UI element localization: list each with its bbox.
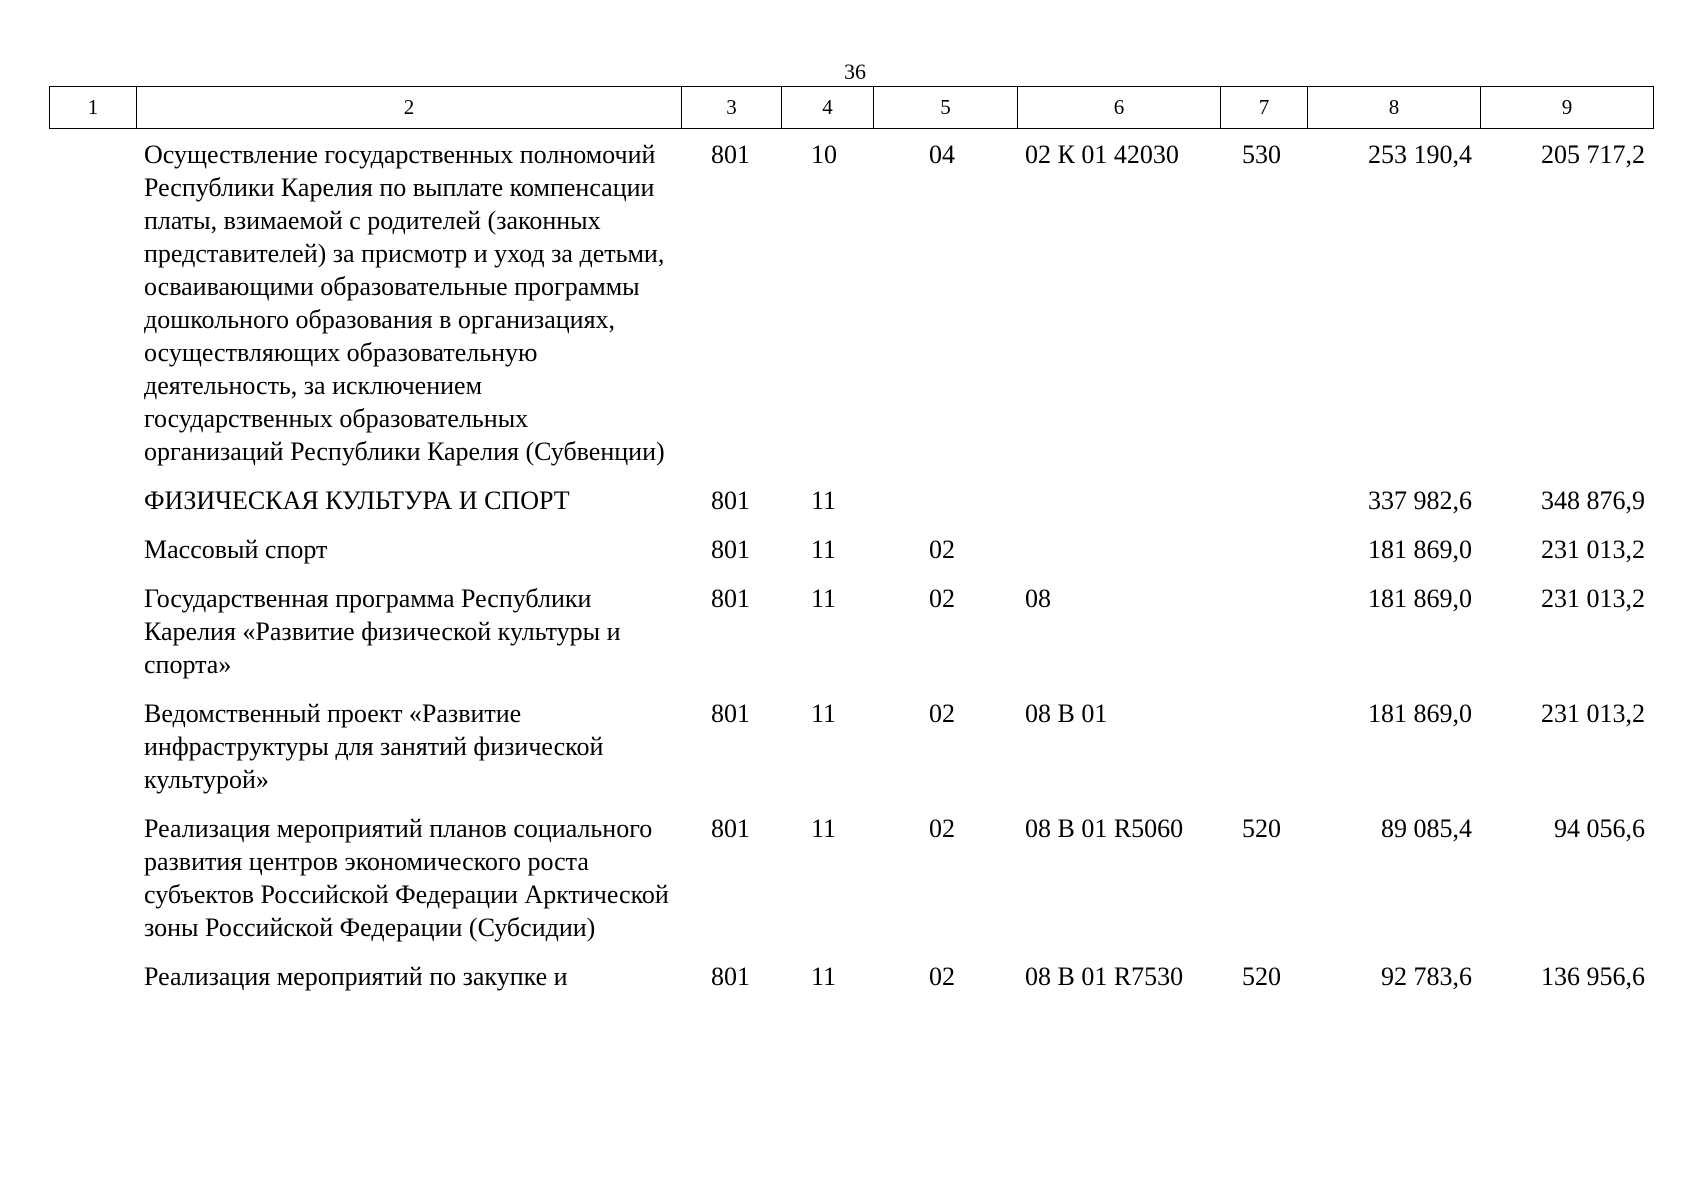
- row-col-5: 02: [929, 584, 955, 613]
- row-col-6: 08 В 01 R7530: [1025, 962, 1184, 991]
- row-col-5: 02: [929, 699, 955, 728]
- row-col-4: 11: [811, 584, 837, 613]
- row-col-3: 801: [711, 535, 750, 564]
- row-col-3: 801: [711, 814, 750, 843]
- row-col-8: 89 085,4: [1381, 814, 1472, 843]
- table-row: [49, 132, 1653, 478]
- row-col-4: 11: [811, 699, 837, 728]
- row-col-3: 801: [711, 140, 750, 169]
- column-number-header: [49, 86, 1654, 129]
- header-col-1: 1: [50, 87, 137, 129]
- table-row: [49, 691, 1653, 806]
- row-name: Реализация мероприятий планов социального развития центров экономического роста субъектов Российской Федерации Арктической зоны Российской Федерации (Субсидии): [144, 814, 669, 942]
- row-col-5: [873, 478, 1017, 527]
- row-col-7: 520: [1242, 962, 1281, 991]
- row-col-6: 08: [1025, 584, 1051, 613]
- row-col-3: 801: [711, 584, 750, 613]
- row-col-7: [1220, 527, 1307, 576]
- header-col-5: 5: [874, 87, 1018, 129]
- row-name: Массовый спорт: [144, 535, 328, 564]
- row-col-8: 337 982,6: [1368, 486, 1472, 515]
- row-col-5: 02: [929, 535, 955, 564]
- table-row: [49, 954, 1653, 1003]
- row-col-9: 348 876,9: [1541, 486, 1645, 515]
- row-name: Реализация мероприятий по закупке и: [144, 962, 568, 991]
- page-number: 36: [844, 59, 866, 84]
- row-col-3: 801: [711, 486, 750, 515]
- row-col-8: 181 869,0: [1368, 699, 1472, 728]
- budget-table: [49, 132, 1653, 1003]
- row-name: Государственная программа Республики Карелия «Развитие физической культуры и спорта»: [144, 584, 621, 679]
- row-col-7: [1220, 576, 1307, 691]
- header-col-6: 6: [1018, 87, 1221, 129]
- row-col-7: 530: [1242, 140, 1281, 169]
- row-col-9: 94 056,6: [1554, 814, 1645, 843]
- table-row: [49, 478, 1653, 527]
- row-col-9: 136 956,6: [1541, 962, 1645, 991]
- table-row: [49, 806, 1653, 954]
- row-col-9: 205 717,2: [1541, 140, 1645, 169]
- row-col-4: 11: [811, 486, 837, 515]
- row-col-6: 08 В 01: [1025, 699, 1108, 728]
- row-col-3: 801: [711, 962, 750, 991]
- header-col-4: 4: [782, 87, 874, 129]
- row-col-3: 801: [711, 699, 750, 728]
- header-col-9: 9: [1481, 87, 1654, 129]
- row-col-8: 253 190,4: [1368, 140, 1472, 169]
- header-col-8: 8: [1308, 87, 1481, 129]
- row-col-7: [1220, 691, 1307, 806]
- row-col-8: 92 783,6: [1381, 962, 1472, 991]
- row-name: Ведомственный проект «Развитие инфраструктуры для занятий физической культурой»: [144, 699, 604, 794]
- row-col-8: 181 869,0: [1368, 584, 1472, 613]
- row-col-5: 04: [929, 140, 955, 169]
- row-col-6: 02 К 01 42030: [1025, 140, 1179, 169]
- row-name: ФИЗИЧЕСКАЯ КУЛЬТУРА И СПОРТ: [144, 486, 570, 515]
- table-row: [49, 576, 1653, 691]
- row-col-6: 08 В 01 R5060: [1025, 814, 1184, 843]
- row-col-4: 11: [811, 535, 837, 564]
- table-row: [49, 527, 1653, 576]
- row-col-9: 231 013,2: [1541, 584, 1645, 613]
- header-col-3: 3: [682, 87, 782, 129]
- row-name: Осуществление государственных полномочий Республики Карелия по выплате компенсации платы, взимаемой с родителей (законных представителей) за присмотр и уход за детьми, осваивающими образовательные программы дошкольного образования в организациях, осуществляющих образовательную деятельность, за исключением государственных образовательных организаций Республики Карелия (Субвенции): [144, 140, 665, 466]
- row-col-6: [1017, 478, 1220, 527]
- row-col-7: 520: [1242, 814, 1281, 843]
- row-col-9: 231 013,2: [1541, 699, 1645, 728]
- row-col-4: 10: [811, 140, 837, 169]
- row-col-6: [1017, 527, 1220, 576]
- row-col-5: 02: [929, 814, 955, 843]
- row-col-9: 231 013,2: [1541, 535, 1645, 564]
- row-col-8: 181 869,0: [1368, 535, 1472, 564]
- row-col-7: [1220, 478, 1307, 527]
- header-col-2: 2: [137, 87, 682, 129]
- row-col-4: 11: [811, 962, 837, 991]
- row-col-5: 02: [929, 962, 955, 991]
- table-body: [49, 132, 1653, 1003]
- header-col-7: 7: [1221, 87, 1308, 129]
- row-col-4: 11: [811, 814, 837, 843]
